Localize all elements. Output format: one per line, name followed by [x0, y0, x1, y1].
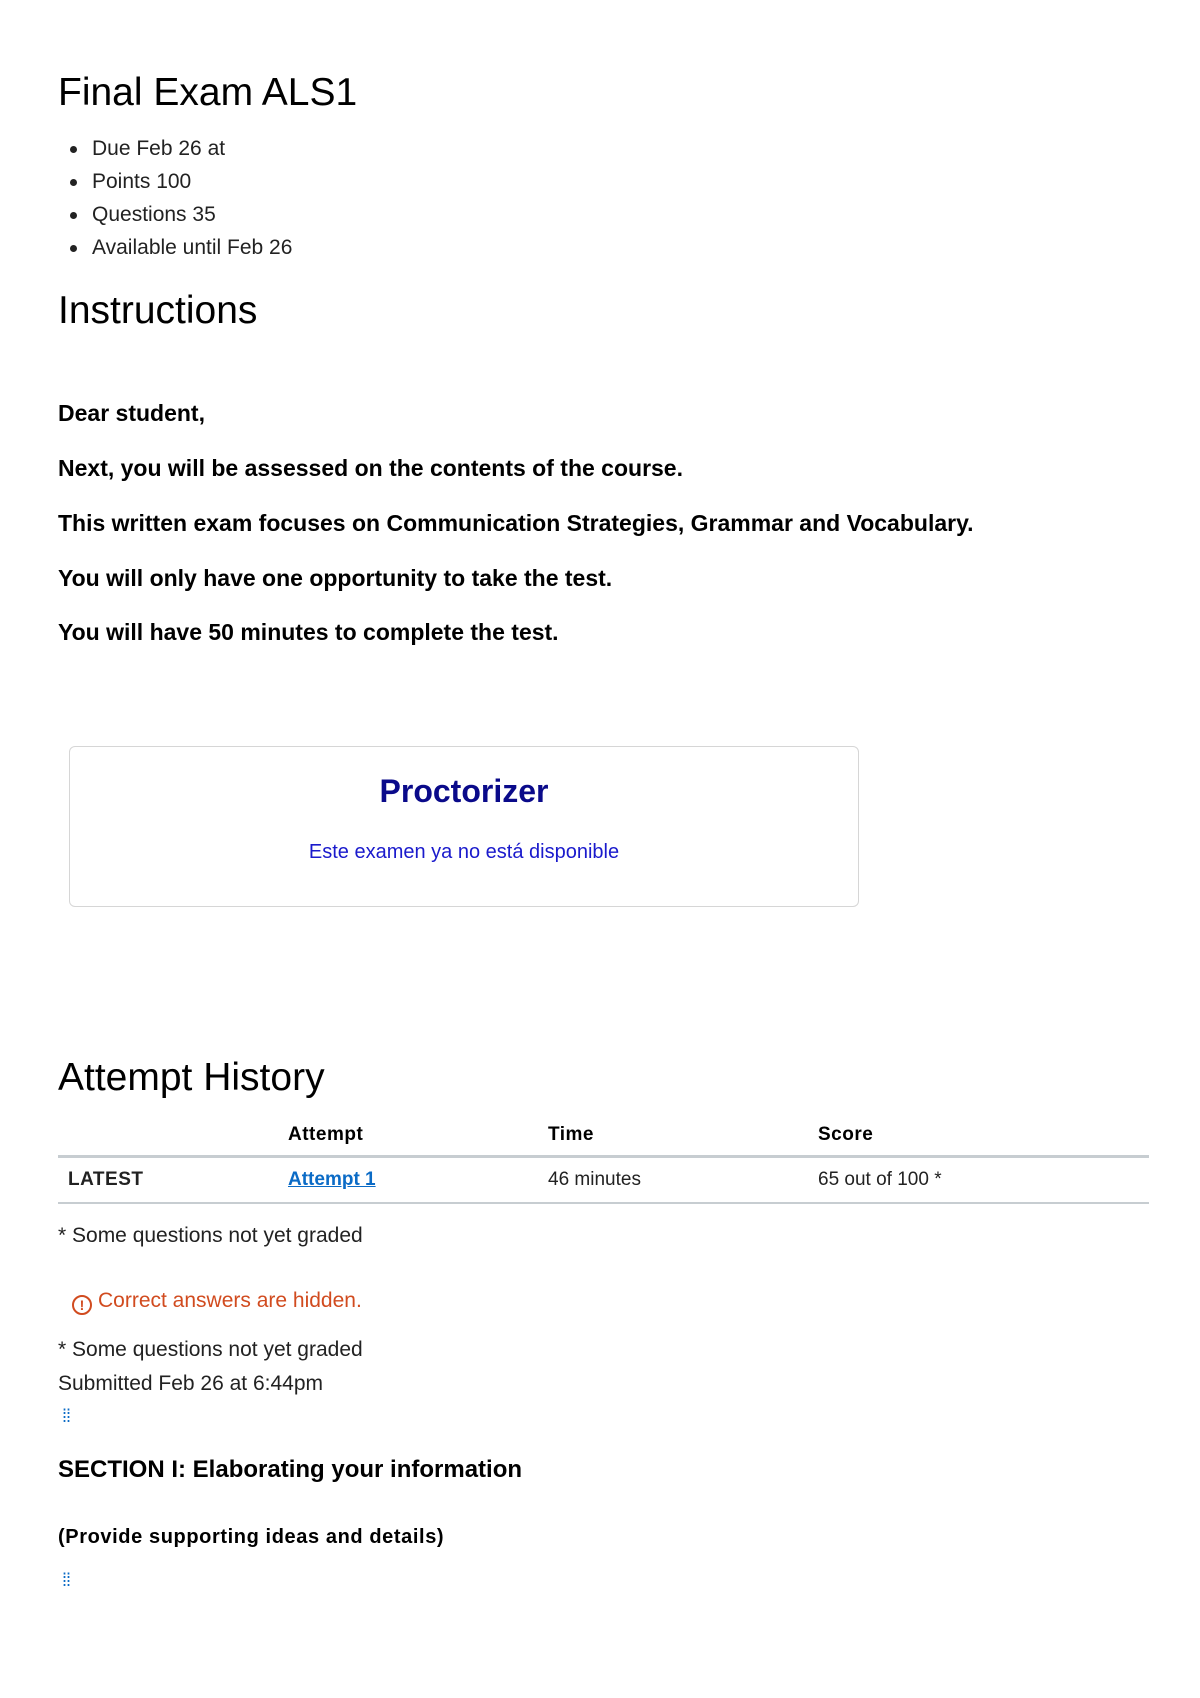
attempt-link[interactable]: Attempt 1	[288, 1169, 376, 1190]
correct-answers-warning	[72, 1287, 362, 1315]
attempt-score: 65 out of 100 *	[808, 1157, 1149, 1204]
proctorizer-title: Proctorizer	[379, 773, 549, 809]
instruction-line: You will have 50 minutes to complete the test.	[58, 619, 559, 645]
graded-note: * Some questions not yet graded	[58, 1338, 363, 1361]
column-header: Time	[538, 1115, 808, 1157]
table-row	[58, 1157, 1149, 1204]
meta-due: Due Feb 26 at	[58, 132, 292, 165]
warning-circle-icon: !	[72, 1295, 92, 1315]
proctorizer-panel	[69, 746, 859, 907]
table-footnote: * Some questions not yet graded	[58, 1224, 363, 1247]
meta-questions: Questions 35	[58, 198, 292, 231]
attempt-cell	[278, 1157, 538, 1204]
warning-text: Correct answers are hidden.	[98, 1289, 362, 1312]
drag-handle-icon[interactable]: ⁞⁞	[62, 1570, 71, 1590]
submitted-time: Submitted Feb 26 at 6:44pm	[58, 1372, 323, 1395]
meta-points: Points 100	[58, 165, 292, 198]
instruction-line: Next, you will be assessed on the contents of the course.	[58, 455, 683, 481]
attempt-label: LATEST	[58, 1157, 278, 1204]
meta-available: Available until Feb 26	[58, 231, 292, 264]
column-header	[58, 1115, 278, 1157]
instruction-line: You will only have one opportunity to take the test.	[58, 565, 613, 591]
attempt-history-table	[58, 1115, 1149, 1204]
section-subtitle: (Provide supporting ideas and details)	[58, 1526, 445, 1548]
attempt-time: 46 minutes	[538, 1157, 808, 1204]
attempt-history-heading: Attempt History	[58, 1056, 325, 1099]
drag-handle-icon[interactable]: ⁞⁞	[62, 1406, 71, 1426]
page-title: Final Exam ALS1	[58, 71, 358, 114]
exam-meta-list	[58, 132, 292, 264]
proctorizer-message: Este examen ya no está disponible	[308, 841, 620, 863]
table-header-row	[58, 1115, 1149, 1157]
column-header: Score	[808, 1115, 1149, 1157]
instruction-line: Dear student,	[58, 400, 205, 426]
instructions-heading: Instructions	[58, 289, 258, 332]
instruction-line: This written exam focuses on Communication Strategies, Grammar and Vocabulary.	[58, 510, 974, 536]
section-title: SECTION I: Elaborating your information	[58, 1456, 523, 1483]
column-header: Attempt	[278, 1115, 538, 1157]
